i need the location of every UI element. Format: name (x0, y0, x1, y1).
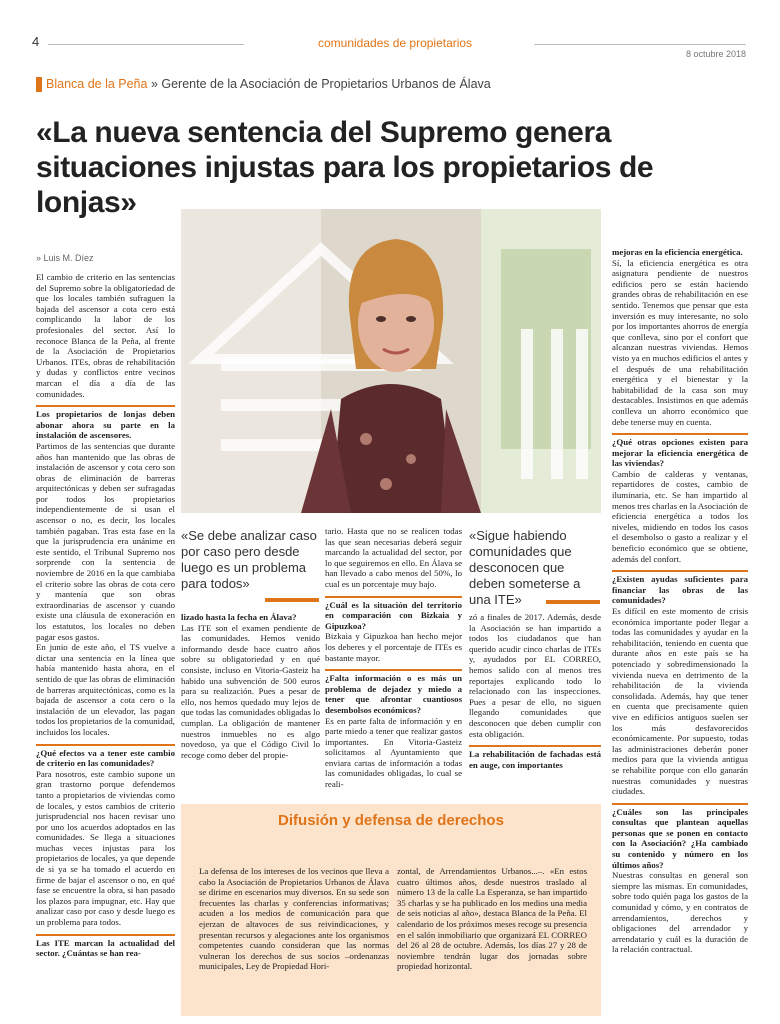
interview-photo (181, 209, 601, 513)
photo-illustration (181, 209, 601, 513)
interviewee-role: Gerente de la Asociación de Propietarios Urbanos de Álava (161, 77, 491, 91)
answer-4: Bizkaia y Gipuzkoa han hecho mejor los deberes y el porcentaje de ITEs es bastante mayor. (325, 631, 462, 663)
pull-quote-2: «Sigue habiendo comunidades que desconocen que deben someterse a una ITE» (469, 528, 581, 607)
question-3-continued: lizado hasta la fecha en Álava? (181, 612, 297, 622)
question-7: ¿Qué otras opciones existen para mejorar la eficiencia energética de las viviendas? (612, 433, 748, 469)
page-number: 4 (32, 34, 40, 49)
answer-6: Sí, la eficiencia energética es otra asignatura pendiente de nuestros edificios pero se están haciendo grandes obras de rehabilitación en ese sentido. Tenemos que pensar que esta inversión es muy interesante, no solo por los importantes ahorros de energía que conlleva, sino por el confort que alcanzan nuestras viviendas. Hemos visto ya en muchos edificios el antes y el después de una rehabilitación energética y el bienestar y la habitabilidad de la casa son muy destacables. Insistimos en que además conlleva un ahorro económico que debe tenerse muy en cuenta. (612, 257, 748, 427)
text-column-3 (325, 526, 462, 790)
answer-1: Partimos de las sentencias que durante años han mantenido que las obras de instalación de ascensor y cota cero son obras de eliminación de barreras arquitectónicas y deben ser sufragadas por todos los propietarios independientemente de si usan el ascensor o no, es decir, los locales también pagaban. Tras esta fase en la que la jurisprudencia era unánime en este sentido, el Tribunal Supremo nos sorprende con la sentencia de noviembre de 2016 en la que cambiaba el criterio sobre las obras de cota cero y mantenía que son obras extraordinarias de ascensor y cuando existe una cláusula de exoneración en los estatutos, los locales no deben pagar esos gastos. (36, 440, 175, 642)
answer-7: Cambio de calderas y ventanas, repartidores de costes, cambio de iluminaria, etc. Se han impartido al menos tres charlas en la Asociación de eficiencia energética a todos los niveles, midiendo en todos los casos el desembolso o gasto a realizar y el beneficio económico que se obtiene, además del confort. (612, 468, 748, 564)
text-column-1 (36, 272, 175, 959)
headline: «La nueva sentencia del Supremo genera situaciones injustas para los propietarios de lonjas» (36, 116, 654, 219)
question-8: ¿Existen ayudas suficientes para financiar las obras de las comunidades? (612, 570, 748, 606)
header-rule-right (534, 44, 746, 45)
sidebar-box-title: Difusión y defensa de derechos (278, 812, 504, 829)
issue-date: 8 octubre 2018 (685, 49, 746, 59)
question-3: Las ITE marcan la actualidad del sector. ¿Cuántas se han rea- (36, 934, 175, 959)
text-column-5 (612, 247, 748, 955)
section-name: comunidades de propietarios (318, 36, 473, 50)
text-column-4 (469, 612, 601, 770)
question-5: ¿Falta información o es más un problema de dejadez y miedo a tener que afrontar cuantiosos desembolsos económicos? (325, 669, 462, 715)
answer-8: Es difícil en este momento de crisis económica importante poder llegar a todas las comunidades y ayudar en la rehabilitación, teniendo en cuenta que durante años en este país se ha potenciado y sobredimensionado la vivienda nueva en detrimento de la rehabilitación de la vivienda consolidada. Además, hay que tener en cuenta que precisamente quien vive en edificios antiguos suelen ser los más desfavorecidos económicamente. Por supuesto, todas las administraciones deberán poner medios para que la vivienda antigua se rehabilite porque con ello ganarán nuestras comunidades y nuestras ciudades. (612, 606, 748, 797)
pull-quote-1-bar (265, 598, 319, 602)
answer-3: Las ITE son el examen pendiente de las comunidades. Hemos venido informando desde hace cuatro años sobre su obligatoriedad y en qué consiste, incluso en Vitoria-Gasteiz ha habido una subvención de 500 euros para su realización. Pues a pesar de ello, nos hemos quedado muy lejos de que todas las comunidades obligadas lo cumplan. La obligación de mantener nuestros inmuebles no es algo novedoso, ya que el Código Civil lo recoge como deber del propie- (181, 622, 321, 760)
intro-paragraph: El cambio de criterio en las sentencias del Supremo sobre la obligatoriedad de que los locales también sufraguen la bajada del ascensor a cota cero está complicando la labor de los profesionales del sector. Así lo reconoce Blanca de la Peña, al frente de la Asociación de Propietarios Urbanos. ITEs, obras de rehabilitación y dudas y conflictos entre vecinos marcan el día a día de las comunidades. (36, 272, 175, 399)
answer-1b: En junio de este año, el TS vuelve a dictar una sentencia en la línea que había mantenido hasta ahora, en el sentido de que las obras de eliminación de barreras arquitectónicas, como es la bajada de ascensor a cota cero o la instalación de un elevador, las pagan todos los propietarios de la comunidad, incluidos los locales. (36, 642, 175, 737)
answer-2: Para nosotros, este cambio supone un gran trastorno porque defendemos tanto a propietarios de viviendas como de locales, y estos cambios de criterio jurisprudencial nos hacen revisar uno por uno los acuerdos adoptados en las comunidades. Se llega a situaciones muchas veces injustas para los propietarios de locales, ya que depende de si ya se ha tomado el acuerdo en firme de bajar el ascensor o no, en qué fase se encuentre la obra, si han pasado los plazos para impugnar, etc. Hay que analizar caso por caso y desde luego es un problema para todos. (36, 768, 175, 928)
question-1: Los propietarios de lonjas deben abonar ahora su parte en la instalación de ascensores. (36, 405, 175, 441)
answer-9: Nuestras consultas en general son siempre las mismas. En comunidades, sobre todo quién paga los gastos de la comunidad y cómo, y en contratos de arrendamientos, derechos y obligaciones del arrendador y arrendatario y cuál es la duración de la relación contractual. (612, 870, 748, 955)
pull-quote-1: «Se debe analizar caso por caso pero desde luego es un problema para todos» (181, 528, 317, 591)
byline-accent-bar (36, 77, 42, 92)
answer-5-continued: zó a finales de 2017. Además, desde la Asociación se han impartido a todos los ciudadanos que han querido acudir cinco charlas de ITEs y, ayudados por EL CORREO, hemos salido con al menos tres reportajes explicando todo lo relacionado con las inspecciones. Pues a pesar de ello, no siguen llegando comunidades que desconocen que deben cumplir con esta obligación. (469, 612, 601, 739)
pull-quote-2-bar (546, 600, 600, 604)
article-author: » Luis M. Díez (36, 253, 94, 263)
answer-3-continued: tario. Hasta que no se realicen todas las que sean necesarias deberá seguir marcando la actualidad del sector, por lo que seguiremos en ello. En Álava se han llevado a cabo menos del 50%, lo cual es un porcentaje muy bajo. (325, 526, 462, 589)
question-2: ¿Qué efectos va a tener este cambio de criterio en las comunidades? (36, 744, 175, 769)
header-rule-left (48, 44, 244, 45)
interviewee-name: Blanca de la Peña (46, 77, 148, 91)
text-column-2 (181, 612, 320, 760)
byline (46, 77, 491, 91)
sidebar-box-column-right: zontal, de Arrendamientos Urbanos...–. «En estos cuatro últimos años, desde nuestros traslado al número 13 de la calle La Esperanza, se han impartido 35 charlas y se ha publicado en los medios una media de seis noticias al año», destaca Blanca de la Peña. El calendario de los próximos meses recoge su presencia en el salón inmobiliario que organizará EL CORREO del 26 al 28 de octubre. Además, los días 27 y 28 de noviembre tendrán lugar dos jornadas sobre propiedad horizontal. (397, 866, 587, 972)
answer-5: Es en parte falta de información y en parte miedo a tener que realizar gastos importantes. En Vitoria-Gasteiz solicitamos al Ayuntamiento que enviara cartas de información a todas las comunidades obligadas, lo cual se reali- (325, 715, 462, 790)
question-6: La rehabilitación de fachadas está en auge, con importantes (469, 745, 601, 770)
question-4: ¿Cuál es la situación del territorio en comparación con Bizkaia y Gipuzkoa? (325, 596, 462, 632)
byline-separator: » (147, 77, 162, 91)
sidebar-box-column-left: La defensa de los intereses de los vecinos que lleva a cabo la Asociación de Propietarios Urbanos de Álava se dirime en escenarios muy diversos. En su sede son frecuentes las charlas y conferencias informativas; acuden a los medios de comunicación para que ejerzan de altavoces de sus reivindicaciones, y presentan recursos y alegaciones ante los organismos competentes cuando consideran que las normas vulneran los derechos de sus socios –ordenanzas municipales, Ley de Propiedad Hori- (199, 866, 389, 972)
question-6-continued: mejoras en la eficiencia energética. (612, 247, 743, 257)
question-9: ¿Cuáles son las principales consultas que plantean aquellas personas que se ponen en contacto con la Asociación? ¿Ha cambiado su contenido y número en los últimos años? (612, 803, 748, 871)
